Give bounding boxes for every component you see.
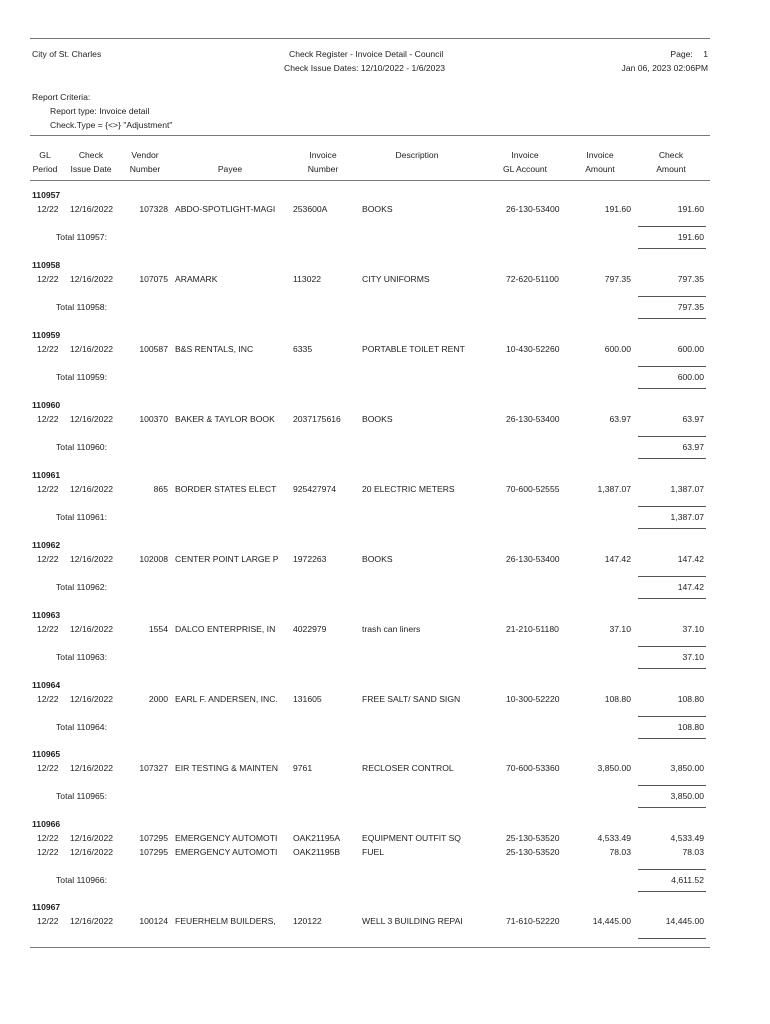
total-bottom-rule xyxy=(638,598,706,599)
line-invoice-amount: 797.35 xyxy=(604,274,631,284)
col-description: Description xyxy=(395,150,439,160)
total-bottom-rule xyxy=(638,668,706,669)
line-gl-period: 12/22 xyxy=(37,624,59,634)
total-bottom-rule xyxy=(638,318,706,319)
line-payee: B&S RENTALS, INC xyxy=(175,344,254,354)
line-description: FUEL xyxy=(362,847,384,857)
line-gl-period: 12/22 xyxy=(37,414,59,424)
check-total-label: Total 110961: xyxy=(56,512,107,522)
check-number: 110963 xyxy=(32,610,61,620)
line-issue-date: 12/16/2022 xyxy=(70,414,114,424)
total-top-rule xyxy=(638,366,706,367)
line-issue-date: 12/16/2022 xyxy=(70,763,114,773)
line-check-amount: 191.60 xyxy=(677,204,704,214)
line-invoice-number: 4022979 xyxy=(293,624,327,634)
line-check-amount: 37.10 xyxy=(682,624,704,634)
col-issue-date: Check Issue Date xyxy=(70,150,112,174)
line-vendor-number: 865 xyxy=(153,484,168,494)
total-bottom-rule xyxy=(638,528,706,529)
total-top-rule xyxy=(638,646,706,647)
line-gl-period: 12/22 xyxy=(37,484,59,494)
col-invoice-amount: Invoice Amount xyxy=(585,150,615,174)
line-check-amount: 1,387.07 xyxy=(670,484,704,494)
line-invoice-amount: 78.03 xyxy=(609,847,631,857)
total-top-rule xyxy=(638,785,706,786)
line-gl-period: 12/22 xyxy=(37,204,59,214)
total-top-rule xyxy=(638,226,706,227)
line-check-amount: 147.42 xyxy=(677,554,704,564)
total-bottom-rule xyxy=(638,891,706,892)
col-check-amount: Check Amount xyxy=(656,150,686,174)
line-invoice-number: 2037175616 xyxy=(293,414,341,424)
check-total-amount: 191.60 xyxy=(677,232,704,242)
line-gl-period: 12/22 xyxy=(37,763,59,773)
line-invoice-amount: 63.97 xyxy=(609,414,631,424)
total-top-rule xyxy=(638,869,706,870)
line-payee: CENTER POINT LARGE P xyxy=(175,554,279,564)
total-top-rule xyxy=(638,938,706,939)
line-description: RECLOSER CONTROL xyxy=(362,763,454,773)
check-total-amount: 37.10 xyxy=(682,652,704,662)
line-vendor-number: 107295 xyxy=(139,847,168,857)
check-number: 110967 xyxy=(32,902,61,912)
check-total-amount: 600.00 xyxy=(677,372,704,382)
line-payee: BAKER & TAYLOR BOOK xyxy=(175,414,275,424)
line-description: WELL 3 BUILDING REPAI xyxy=(362,916,463,926)
line-payee: ARAMARK xyxy=(175,274,218,284)
total-bottom-rule xyxy=(638,807,706,808)
line-invoice-number: 120122 xyxy=(293,916,322,926)
line-description: EQUIPMENT OUTFIT SQ xyxy=(362,833,461,843)
line-invoice-number: 1972263 xyxy=(293,554,327,564)
line-invoice-amount: 108.80 xyxy=(604,694,631,704)
line-vendor-number: 107295 xyxy=(139,833,168,843)
line-vendor-number: 1554 xyxy=(148,624,168,634)
line-vendor-number: 2000 xyxy=(148,694,168,704)
line-gl-period: 12/22 xyxy=(37,554,59,564)
total-bottom-rule xyxy=(638,248,706,249)
check-number: 110961 xyxy=(32,470,61,480)
line-invoice-number: 253600A xyxy=(293,204,328,214)
total-top-rule xyxy=(638,716,706,717)
line-payee: EMERGENCY AUTOMOTI xyxy=(175,847,278,857)
line-invoice-amount: 191.60 xyxy=(604,204,631,214)
check-number: 110962 xyxy=(32,540,61,550)
check-total-amount: 4,611.52 xyxy=(671,875,704,885)
line-invoice-amount: 1,387.07 xyxy=(597,484,631,494)
line-vendor-number: 100124 xyxy=(139,916,168,926)
line-issue-date: 12/16/2022 xyxy=(70,694,114,704)
check-total-label: Total 110958: xyxy=(56,302,107,312)
line-check-amount: 797.35 xyxy=(677,274,704,284)
line-issue-date: 12/16/2022 xyxy=(70,916,114,926)
line-issue-date: 12/16/2022 xyxy=(70,833,114,843)
line-payee: DALCO ENTERPRISE, IN xyxy=(175,624,276,634)
line-invoice-amount: 4,533.49 xyxy=(597,833,631,843)
line-description: BOOKS xyxy=(362,414,393,424)
line-check-amount: 78.03 xyxy=(682,847,704,857)
line-gl-period: 12/22 xyxy=(37,833,59,843)
line-check-amount: 600.00 xyxy=(677,344,704,354)
line-gl-account: 21-210-51180 xyxy=(506,624,559,634)
line-gl-account: 25-130-53520 xyxy=(506,833,560,843)
check-total-amount: 108.80 xyxy=(677,722,704,732)
report-title: Check Register - Invoice Detail - Council xyxy=(289,49,444,59)
check-total-amount: 797.35 xyxy=(677,302,704,312)
check-number: 110960 xyxy=(32,400,61,410)
col-gl-period: GL Period xyxy=(32,150,58,174)
line-gl-account: 72-620-51100 xyxy=(506,274,559,284)
line-invoice-number: 6335 xyxy=(293,344,313,354)
line-check-amount: 4,533.49 xyxy=(670,833,704,843)
bottom-rule xyxy=(30,947,710,948)
criteria-heading: Report Criteria: xyxy=(32,92,91,102)
line-issue-date: 12/16/2022 xyxy=(70,554,114,564)
total-bottom-rule xyxy=(638,388,706,389)
line-vendor-number: 102008 xyxy=(139,554,168,564)
line-issue-date: 12/16/2022 xyxy=(70,484,114,494)
line-gl-account: 26-130-53400 xyxy=(506,554,560,564)
check-number: 110957 xyxy=(32,190,61,200)
line-vendor-number: 107327 xyxy=(139,763,168,773)
line-vendor-number: 107328 xyxy=(139,204,168,214)
total-top-rule xyxy=(638,576,706,577)
total-bottom-rule xyxy=(638,458,706,459)
check-total-label: Total 110960: xyxy=(56,442,107,452)
line-description: CITY UNIFORMS xyxy=(362,274,430,284)
line-vendor-number: 100370 xyxy=(139,414,168,424)
line-issue-date: 12/16/2022 xyxy=(70,847,114,857)
total-top-rule xyxy=(638,436,706,437)
line-check-amount: 108.80 xyxy=(677,694,704,704)
criteria-report-type: Report type: Invoice detail xyxy=(50,106,150,116)
line-issue-date: 12/16/2022 xyxy=(70,624,114,634)
col-gl-account: Invoice GL Account xyxy=(502,150,548,174)
check-total-label: Total 110966: xyxy=(56,875,107,885)
check-number: 110965 xyxy=(32,749,61,759)
line-payee: EARL F. ANDERSEN, INC. xyxy=(175,694,278,704)
line-invoice-number: 9761 xyxy=(293,763,313,773)
col-invoice-number: Invoice Number xyxy=(307,150,339,174)
line-payee: EIR TESTING & MAINTEN xyxy=(175,763,278,773)
run-date: Jan 06, 2023 02:06PM xyxy=(621,63,708,73)
total-top-rule xyxy=(638,506,706,507)
line-gl-account: 70-600-53360 xyxy=(506,763,560,773)
line-invoice-amount: 37.10 xyxy=(609,624,631,634)
check-total-label: Total 110957: xyxy=(56,232,107,242)
check-total-amount: 3,850.00 xyxy=(670,791,704,801)
line-check-amount: 14,445.00 xyxy=(665,916,704,926)
total-bottom-rule xyxy=(638,738,706,739)
line-gl-period: 12/22 xyxy=(37,694,59,704)
line-invoice-amount: 3,850.00 xyxy=(597,763,631,773)
line-description: FREE SALT/ SAND SIGN xyxy=(362,694,461,704)
line-check-amount: 3,850.00 xyxy=(670,763,704,773)
line-gl-account: 26-130-53400 xyxy=(506,414,560,424)
check-total-label: Total 110962: xyxy=(56,582,107,592)
line-payee: ABDO-SPOTLIGHT-MAGI xyxy=(175,204,276,214)
line-gl-account: 71-610-52220 xyxy=(506,916,560,926)
check-total-label: Total 110963: xyxy=(56,652,107,662)
line-invoice-number: 925427974 xyxy=(293,484,337,494)
line-gl-period: 12/22 xyxy=(37,274,59,284)
check-number: 110966 xyxy=(32,819,61,829)
line-description: trash can liners xyxy=(362,624,421,634)
check-total-label: Total 110959: xyxy=(56,372,107,382)
page-number: 1 xyxy=(703,49,708,59)
check-total-label: Total 110964: xyxy=(56,722,107,732)
line-check-amount: 63.97 xyxy=(682,414,704,424)
line-issue-date: 12/16/2022 xyxy=(70,204,114,214)
line-payee: EMERGENCY AUTOMOTI xyxy=(175,833,278,843)
line-payee: FEUERHELM BUILDERS, xyxy=(175,916,276,926)
col-vendor-number: Vendor Number xyxy=(129,150,161,174)
line-description: BOOKS xyxy=(362,554,393,564)
line-invoice-amount: 147.42 xyxy=(604,554,631,564)
line-invoice-amount: 14,445.00 xyxy=(592,916,631,926)
line-issue-date: 12/16/2022 xyxy=(70,274,114,284)
line-invoice-number: OAK21195A xyxy=(293,833,341,843)
line-gl-period: 12/22 xyxy=(37,916,59,926)
page-label: Page: xyxy=(670,49,693,59)
line-issue-date: 12/16/2022 xyxy=(70,344,114,354)
line-gl-account: 10-300-52220 xyxy=(506,694,560,704)
check-number: 110959 xyxy=(32,330,61,340)
line-invoice-number: 113022 xyxy=(293,274,322,284)
line-invoice-number: 131605 xyxy=(293,694,322,704)
col-payee: Payee xyxy=(217,164,243,174)
line-vendor-number: 100587 xyxy=(139,344,168,354)
line-description: BOOKS xyxy=(362,204,393,214)
line-description: 20 ELECTRIC METERS xyxy=(362,484,455,494)
criteria-check-type: Check.Type = {<>} "Adjustment" xyxy=(50,120,173,130)
line-gl-account: 10-430-52260 xyxy=(506,344,560,354)
check-total-label: Total 110965: xyxy=(56,791,107,801)
check-total-amount: 147.42 xyxy=(677,582,704,592)
line-vendor-number: 107075 xyxy=(139,274,168,284)
total-top-rule xyxy=(638,296,706,297)
check-number: 110964 xyxy=(32,680,61,690)
check-number: 110958 xyxy=(32,260,61,270)
line-payee: BORDER STATES ELECT xyxy=(175,484,277,494)
line-gl-period: 12/22 xyxy=(37,847,59,857)
line-invoice-amount: 600.00 xyxy=(604,344,631,354)
check-total-amount: 63.97 xyxy=(682,442,704,452)
line-gl-account: 26-130-53400 xyxy=(506,204,560,214)
line-gl-account: 70-600-52555 xyxy=(506,484,560,494)
line-invoice-number: OAK21195B xyxy=(293,847,341,857)
check-total-amount: 1,387.07 xyxy=(670,512,704,522)
org-name: City of St. Charles xyxy=(32,49,102,59)
report-dates: Check Issue Dates: 12/10/2022 - 1/6/2023 xyxy=(284,63,445,73)
line-gl-period: 12/22 xyxy=(37,344,59,354)
line-gl-account: 25-130-53520 xyxy=(506,847,560,857)
line-description: PORTABLE TOILET RENT xyxy=(362,344,465,354)
